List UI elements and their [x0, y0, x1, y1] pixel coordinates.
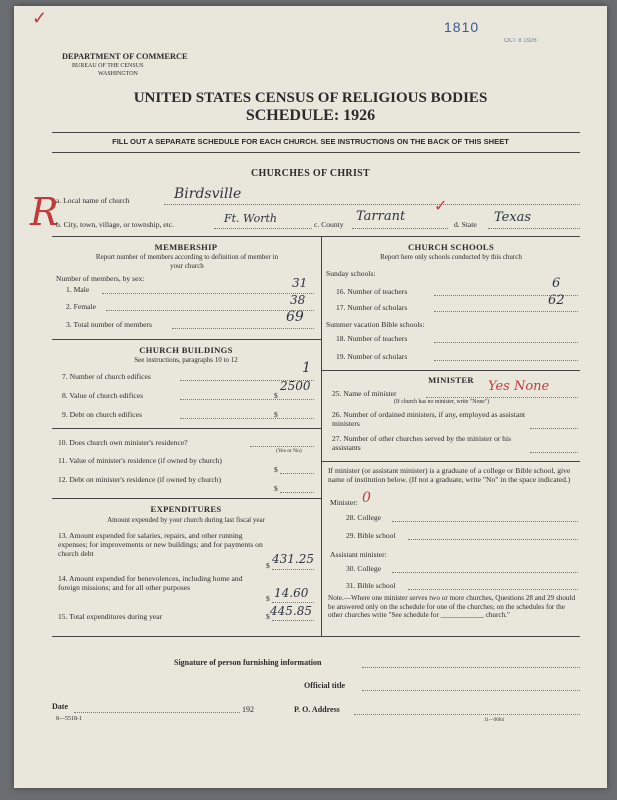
q17-value[interactable]: 62	[548, 293, 565, 308]
q13-value[interactable]: 431.25	[272, 552, 314, 566]
q28-line	[392, 521, 578, 522]
signature-line	[362, 667, 580, 668]
male-label: 1. Male	[66, 285, 90, 294]
local-name-line	[164, 204, 580, 205]
q8-label: 8. Value of church edifices	[62, 391, 144, 400]
members-by-sex: Number of members, by sex:	[56, 274, 145, 283]
city-line	[214, 228, 312, 229]
q16-value[interactable]: 6	[552, 276, 561, 291]
q25-note: (If church has no minister, write "None")	[394, 399, 490, 405]
q26-label: 26. Number of ordained ministers, if any, employed as assistant ministers	[332, 410, 526, 428]
big-r-mark: R	[30, 190, 59, 234]
q11-label: 11. Value of minister's residence (if owned by church)	[58, 456, 222, 465]
q9-dollar: $	[274, 410, 278, 419]
q27-label: 27. Number of other churches served by the minister or his assistants	[332, 434, 512, 452]
header-rule	[52, 132, 580, 133]
q14-label: 14. Amount expended for benevolences, including home and foreign missions; and for all other purposes	[58, 574, 243, 592]
official-title-line	[362, 690, 580, 691]
schools-note: Report here only schools conducted by this church	[380, 253, 522, 261]
state-line	[488, 228, 580, 229]
signature-label: Signature of person furnishing information	[174, 658, 322, 667]
denomination: CHURCHES OF CHRIST	[251, 168, 370, 179]
q8-line	[180, 399, 314, 400]
q30-line	[392, 572, 578, 573]
yes-no-hint: (Yes or No)	[276, 448, 302, 454]
county-label: c. County	[314, 220, 344, 229]
form-subtitle: SCHEDULE: 1926	[245, 107, 376, 124]
po-address-line	[354, 714, 580, 715]
q11-line	[280, 473, 314, 474]
q14-line	[272, 602, 314, 603]
minister-heading: MINISTER	[428, 375, 474, 385]
residence-rule	[52, 498, 321, 499]
q19-label: 19. Number of scholars	[336, 352, 408, 361]
date-stamp: OCT 8 1926	[504, 38, 537, 44]
minister-label: Minister:	[330, 498, 358, 507]
q18-line	[434, 342, 578, 343]
q12-label: 12. Debt on minister's residence (if owned by church)	[58, 475, 222, 484]
q12-dollar: $	[274, 484, 278, 493]
q10-line	[250, 446, 314, 447]
official-title-label: Official title	[304, 681, 346, 690]
minister-rule	[321, 461, 580, 462]
minister-footnote: Note.—Where one minister serves two or more churches, Questions 28 and 29 should be answered only on the schedule for one of the churches; on the schedules for the other churches write "See schedule for ____________ church."	[328, 594, 576, 619]
female-value[interactable]: 38	[290, 293, 306, 307]
q18-label: 18. Number of teachers	[336, 334, 408, 343]
female-line	[106, 310, 314, 311]
q14-dollar: $	[266, 594, 270, 603]
q16-label: 16. Number of teachers	[336, 287, 408, 296]
q8-value[interactable]: 2500	[280, 379, 311, 393]
city-label: b. City, town, village, or township, etc.	[56, 220, 175, 229]
serial-stamp: 1810	[444, 19, 480, 35]
membership-rule	[52, 339, 321, 340]
summer-schools: Summer vacation Bible schools:	[326, 320, 425, 329]
fill-instruction: FILL OUT A SEPARATE SCHEDULE FOR EACH CHURCH. SEE INSTRUCTIONS ON THE BACK OF THIS SHEET	[112, 137, 509, 146]
graduate-note: If minister (or assistant minister) is a graduate of a college or Bible school, give name of institution below. (If not a graduate, write "No" in the space indicated.)	[328, 466, 571, 484]
q15-dollar: $	[266, 612, 270, 621]
expenditures-heading: EXPENDITURES	[150, 504, 222, 514]
q8-dollar: $	[274, 391, 278, 400]
q19-line	[434, 360, 578, 361]
date-line	[74, 712, 240, 713]
q7-label: 7. Number of church edifices	[62, 372, 151, 381]
date-label: Date	[52, 702, 68, 711]
buildings-heading: CHURCH BUILDINGS	[139, 345, 233, 355]
schools-heading: CHURCH SCHOOLS	[407, 242, 495, 252]
q26-line	[530, 428, 578, 429]
q25-line	[426, 397, 578, 398]
q15-label: 15. Total expenditures during year	[58, 612, 163, 621]
header-rule-2	[52, 152, 580, 153]
q25-label: 25. Name of minister	[332, 389, 397, 398]
q27-line	[530, 452, 578, 453]
q15-value[interactable]: 445.85	[270, 604, 312, 618]
male-value[interactable]: 31	[292, 276, 308, 290]
buildings-note: See instructions, paragraphs 10 to 12	[134, 356, 238, 364]
q31-label: 31. Bible school	[346, 581, 396, 590]
buildings-rule	[52, 428, 321, 429]
q13-dollar: $	[266, 561, 270, 570]
q12-line	[280, 492, 314, 493]
census-schedule-sheet	[14, 6, 607, 788]
q13-label: 13. Amount expended for salaries, repairs, and other running expenses; for improvements or new buildings; and for payments on church debt	[58, 531, 263, 558]
schools-rule	[321, 370, 580, 371]
minister-mark[interactable]: 0	[362, 490, 371, 506]
state-value[interactable]: Texas	[494, 210, 532, 225]
form-number: 8—5518-1	[56, 716, 82, 722]
q17-line	[434, 311, 578, 312]
q13-line	[272, 569, 314, 570]
assistant-label: Assistant minister:	[330, 550, 387, 559]
local-name-value[interactable]: Birdsville	[174, 186, 242, 202]
q29-line	[408, 539, 578, 540]
po-address-label: P. O. Address	[294, 705, 340, 714]
total-members-label: 3. Total number of members	[66, 320, 153, 329]
form-title: UNITED STATES CENSUS OF RELIGIOUS BODIES	[133, 90, 488, 106]
q25-value[interactable]: Yes None	[488, 379, 550, 394]
q15-line	[272, 620, 314, 621]
city: WASHINGTON	[98, 71, 138, 77]
county-value[interactable]: Tarrant	[356, 209, 406, 224]
column-divider	[321, 236, 322, 636]
q7-value[interactable]: 1	[302, 360, 311, 376]
county-line	[352, 228, 448, 229]
q31-line	[408, 589, 578, 590]
q29-label: 29. Bible school	[346, 531, 396, 540]
q9-line	[180, 418, 314, 419]
check-mark-top: ✓	[32, 8, 48, 28]
female-label: 2. Female	[66, 302, 96, 311]
q28-label: 28. College	[346, 513, 382, 522]
local-name-label: a. Local name of church	[56, 196, 130, 205]
section-top-rule	[52, 236, 580, 237]
expenditures-note: Amount expended by your church during last fiscal year	[107, 516, 265, 524]
q30-label: 30. College	[346, 564, 382, 573]
section-bottom-rule	[52, 636, 580, 637]
city-value[interactable]: Ft. Worth	[224, 212, 277, 225]
year-label: 192	[242, 705, 254, 714]
membership-heading: MEMBERSHIP	[154, 242, 218, 252]
check-mark-county: ✓	[434, 198, 448, 215]
q17-label: 17. Number of scholars	[336, 303, 408, 312]
total-members-value[interactable]: 69	[286, 309, 304, 325]
total-members-line	[172, 328, 314, 329]
q10-label: 10. Does church own minister's residence?	[58, 438, 188, 447]
state-label: d. State	[454, 220, 477, 229]
q9-label: 9. Debt on church edifices	[62, 410, 142, 419]
bureau: BUREAU OF THE CENSUS	[72, 63, 144, 69]
q11-dollar: $	[274, 465, 278, 474]
male-line	[102, 293, 314, 294]
department: DEPARTMENT OF COMMERCE	[62, 52, 188, 61]
q14-value[interactable]: 14.60	[274, 586, 309, 600]
print-number: 11—9004	[484, 718, 504, 723]
membership-note: Report number of members according to definition of member in your church	[95, 253, 279, 270]
sunday-schools: Sunday schools:	[326, 269, 376, 278]
